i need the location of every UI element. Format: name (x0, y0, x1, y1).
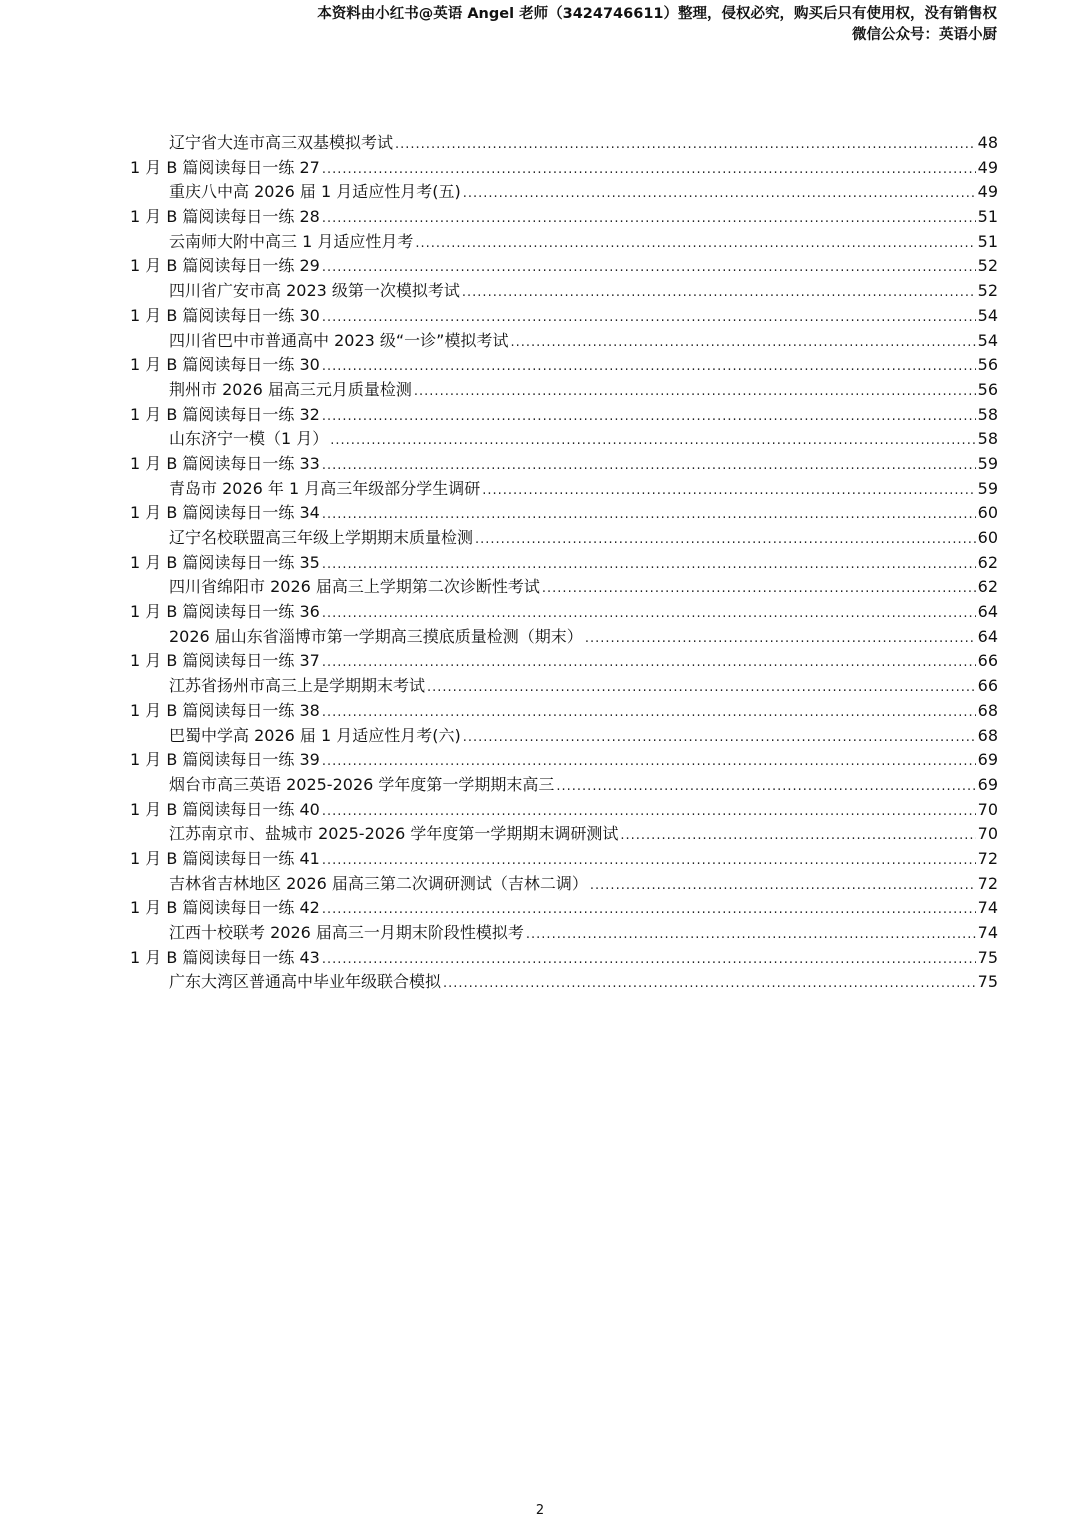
toc-dot-leader (322, 405, 976, 430)
toc-entry-chapter[interactable] (130, 254, 998, 279)
toc-entry-page: 48 (977, 133, 998, 152)
toc-entry-section[interactable] (130, 427, 998, 452)
toc-entry-title: 江苏南京市、盐城市 2025-2026 学年度第一学期期末调研测试 (169, 824, 619, 844)
toc-dot-leader (463, 726, 976, 751)
toc-entry-page: 74 (977, 923, 998, 942)
toc-dot-leader (322, 898, 976, 923)
toc-entry-title: 四川省巴中市普通高中 2023 级“一诊”模拟考试 (169, 330, 509, 350)
toc-entry-chapter[interactable] (130, 946, 998, 971)
toc-dot-leader (322, 158, 976, 183)
toc-entry-page: 54 (977, 330, 998, 350)
toc-dot-leader (322, 800, 976, 825)
toc-entry-title: 四川省绵阳市 2026 届高三上学期第二次诊断性考试 (169, 577, 540, 597)
toc-entry-page: 74 (977, 898, 998, 918)
toc-entry-page: 66 (977, 676, 998, 696)
toc-entry-page: 52 (977, 281, 998, 301)
page-number: 2 (535, 1503, 545, 1518)
toc-entry-title: 1 月 B 篇阅读每日一练 30 (130, 305, 320, 325)
toc-entry-page: 49 (977, 182, 998, 202)
toc-entry-chapter[interactable] (130, 748, 998, 773)
toc-dot-leader (475, 528, 976, 553)
toc-entry-page: 59 (977, 478, 998, 498)
toc-entry-section[interactable] (130, 921, 998, 946)
toc-entry-title: 1 月 B 篇阅读每日一练 36 (130, 602, 320, 622)
toc-dot-leader (415, 232, 975, 257)
page-header (317, 4, 997, 46)
toc-entry-title: 辽宁省大连市高三双基模拟考试 (169, 133, 394, 152)
wechat-account: 微信公众号：英语小厨 (852, 27, 997, 43)
toc-entry-chapter[interactable] (130, 156, 998, 181)
toc-entry-title: 重庆八中高 2026 届 1 月适应性月考(五) (169, 182, 461, 202)
toc-entry-page: 56 (977, 379, 998, 399)
toc-entry-title: 2026 届山东省淄博市第一学期高三摸底质量检测（期末） (169, 626, 583, 646)
toc-entry-page: 69 (977, 750, 998, 770)
toc-dot-leader (395, 133, 976, 158)
toc-entry-page: 75 (977, 947, 998, 967)
toc-dot-leader (620, 824, 975, 849)
toc-entry-page: 49 (977, 157, 998, 177)
toc-entry-page: 54 (977, 305, 998, 325)
toc-entry-page: 60 (977, 503, 998, 523)
toc-entry-page: 72 (977, 873, 998, 893)
toc-entry-chapter[interactable] (130, 649, 998, 674)
toc-entry-section[interactable] (130, 180, 998, 205)
toc-dot-leader (322, 701, 976, 726)
toc-entry-title: 辽宁名校联盟高三年级上学期期末质量检测 (169, 528, 474, 547)
toc-entry-title: 1 月 B 篇阅读每日一练 35 (130, 552, 320, 572)
toc-entry-title: 1 月 B 篇阅读每日一练 37 (130, 651, 320, 671)
toc-entry-section[interactable] (130, 575, 998, 600)
toc-dot-leader (322, 256, 976, 281)
toc-entry-page: 58 (977, 429, 998, 449)
toc-dot-leader (510, 331, 975, 356)
toc-dot-leader (322, 849, 976, 874)
toc-entry-page: 70 (977, 799, 998, 819)
toc-entry-page: 64 (977, 602, 998, 622)
toc-dot-leader (322, 503, 976, 528)
toc-entry-page: 62 (977, 552, 998, 572)
toc-entry-title: 1 月 B 篇阅读每日一练 39 (130, 750, 320, 770)
toc-dot-leader (462, 281, 976, 306)
toc-entry-section[interactable] (130, 872, 998, 897)
toc-entry-chapter[interactable] (130, 501, 998, 526)
toc-entry-section[interactable] (130, 329, 998, 354)
toc-entry-page: 59 (977, 453, 998, 473)
toc-entry-title: 1 月 B 篇阅读每日一练 29 (130, 256, 320, 276)
toc-entry-chapter[interactable] (130, 551, 998, 576)
toc-entry-title: 江苏省扬州市高三上是学期期末考试 (169, 676, 426, 696)
toc-entry-title: 云南师大附中高三 1 月适应性月考 (169, 231, 414, 251)
toc-dot-leader (526, 923, 976, 948)
toc-dot-leader (322, 750, 976, 775)
toc-dot-leader (542, 577, 976, 602)
toc-entry-section[interactable] (130, 230, 998, 255)
toc-entry-title: 1 月 B 篇阅读每日一练 40 (130, 799, 320, 819)
toc-entry-chapter[interactable] (130, 600, 998, 625)
toc-entry-page: 68 (977, 725, 998, 745)
toc-entry-page: 68 (977, 700, 998, 720)
toc-entry-section[interactable] (130, 674, 998, 699)
toc-entry-chapter[interactable] (130, 896, 998, 921)
toc-dot-leader (322, 651, 976, 676)
toc-dot-leader (322, 602, 976, 627)
toc-entry-chapter[interactable] (130, 353, 998, 378)
toc-entry-title: 1 月 B 篇阅读每日一练 42 (130, 898, 320, 918)
toc-entry-section[interactable] (130, 724, 998, 749)
toc-entry-chapter[interactable] (130, 699, 998, 724)
toc-entry-section[interactable] (130, 970, 998, 995)
toc-entry-section[interactable] (130, 477, 998, 502)
toc-entry-page: 52 (977, 256, 998, 276)
toc-entry-page: 51 (977, 207, 998, 227)
toc-entry-title: 1 月 B 篇阅读每日一练 28 (130, 207, 320, 227)
toc-entry-title: 1 月 B 篇阅读每日一练 38 (130, 700, 320, 720)
toc-dot-leader (482, 479, 975, 504)
toc-dot-leader (556, 775, 975, 800)
toc-entry-title: 广东大湾区普通高中毕业年级联合模拟 (169, 972, 442, 992)
toc-entry-title: 1 月 B 篇阅读每日一练 33 (130, 453, 320, 473)
toc-dot-leader (443, 972, 976, 997)
toc-dot-leader (322, 948, 976, 973)
toc-entry-title: 1 月 B 篇阅读每日一练 34 (130, 503, 320, 523)
toc-dot-leader (322, 207, 976, 232)
toc-entry-title: 山东济宁一模（1 月） (169, 429, 329, 449)
toc-entry-section[interactable] (130, 773, 998, 798)
toc-dot-leader (585, 627, 976, 652)
toc-entry-chapter[interactable] (130, 798, 998, 823)
toc-entry-page: 64 (977, 626, 998, 646)
toc-entry-section[interactable] (130, 526, 998, 551)
toc-entry-page: 62 (977, 577, 998, 597)
toc-entry-title: 1 月 B 篇阅读每日一练 32 (130, 404, 320, 424)
toc-entry-page: 60 (977, 528, 998, 547)
toc-entry-page: 69 (977, 774, 998, 794)
toc-entry-section[interactable] (130, 131, 998, 156)
toc-entry-title: 烟台市高三英语 2025-2026 学年度第一学期期末高三 (169, 774, 555, 794)
toc-entry-title: 1 月 B 篇阅读每日一练 27 (130, 157, 320, 177)
toc-entry-chapter[interactable] (130, 452, 998, 477)
toc-entry-section[interactable] (130, 279, 998, 304)
toc-entry-title: 1 月 B 篇阅读每日一练 43 (130, 947, 320, 967)
toc-entry-page: 75 (977, 972, 998, 992)
toc-entry-title: 巴蜀中学高 2026 届 1 月适应性月考(六) (169, 725, 461, 745)
toc-dot-leader (322, 355, 976, 380)
toc-entry-title: 吉林省吉林地区 2026 届高三第二次调研测试（吉林二调） (169, 873, 588, 893)
table-of-contents (130, 131, 998, 995)
toc-entry-page: 72 (977, 848, 998, 868)
toc-entry-page: 51 (977, 231, 998, 251)
copyright-notice: 本资料由小红书@英语 Angel 老师（3424746611）整理，侵权必究，购买后只有使用权，没有销售权 (317, 6, 997, 22)
toc-dot-leader (463, 182, 976, 207)
toc-entry-title: 1 月 B 篇阅读每日一练 41 (130, 848, 320, 868)
toc-entry-page: 56 (977, 355, 998, 375)
toc-entry-title: 青岛市 2026 年 1 月高三年级部分学生调研 (169, 478, 481, 498)
toc-dot-leader (322, 454, 976, 479)
toc-entry-page: 70 (977, 824, 998, 844)
toc-dot-leader (330, 429, 975, 454)
toc-entry-page: 66 (977, 651, 998, 671)
toc-entry-title: 四川省广安市高 2023 级第一次模拟考试 (169, 281, 460, 301)
toc-dot-leader (414, 380, 976, 405)
toc-entry-title: 江西十校联考 2026 届高三一月期末阶段性模拟考 (169, 923, 524, 942)
toc-dot-leader (322, 306, 976, 331)
toc-entry-chapter[interactable] (130, 847, 998, 872)
toc-dot-leader (590, 874, 976, 899)
toc-entry-page: 58 (977, 404, 998, 424)
toc-entry-chapter[interactable] (130, 403, 998, 428)
toc-entry-title: 1 月 B 篇阅读每日一练 30 (130, 355, 320, 375)
toc-entry-chapter[interactable] (130, 205, 998, 230)
toc-entry-title: 荆州市 2026 届高三元月质量检测 (169, 379, 412, 399)
toc-entry-section[interactable] (130, 625, 998, 650)
toc-entry-section[interactable] (130, 822, 998, 847)
toc-dot-leader (322, 553, 976, 578)
toc-entry-chapter[interactable] (130, 304, 998, 329)
toc-entry-section[interactable] (130, 378, 998, 403)
toc-dot-leader (427, 676, 976, 701)
